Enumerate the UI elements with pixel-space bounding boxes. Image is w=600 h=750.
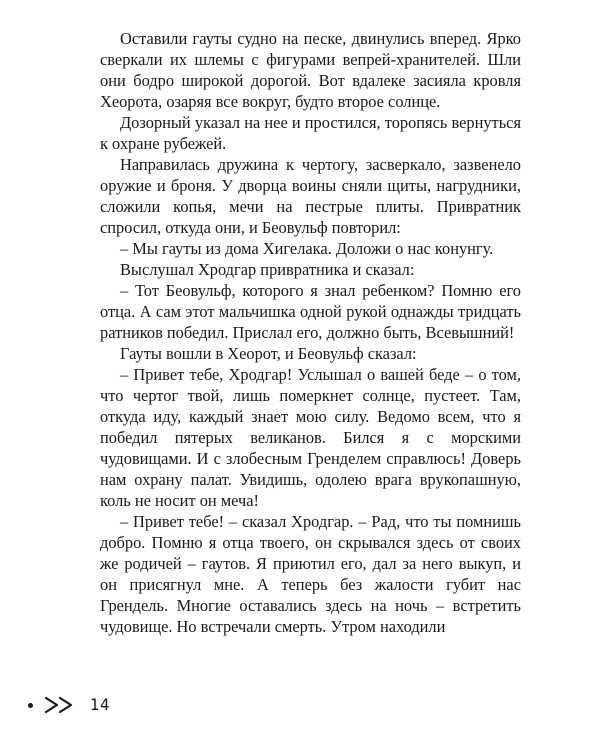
body-text [100,28,521,637]
page-footer [28,690,110,720]
paragraph: Дозорный указал на нее и простился, торопясь вернуться к охране рубежей. [100,113,521,153]
paragraph: – Тот Беовульф, которого я знал ребенком? Помню его отца. А сам этот мальчишка одной рукой однажды тридцать ратников победил. Прислал его, должно быть, Всевышний! [100,281,521,342]
paragraph: Направилась дружина к чертогу, засверкало, зазвенело оружие и броня. У дворца воины сняли щиты, нагрудники, сложили копья, мечи на пестрые плиты. Привратник спросил, откуда они, и Беовульф повторил: [100,155,521,237]
page-number: 14 [90,695,111,715]
paragraph: – Привет тебе! – сказал Хродгар. – Рад, что ты помнишь добро. Помню я отца твоего, он скрывался здесь от своих же родичей – гаутов. Я приютил его, дал за него выкуп, и он присягнул мне. А теперь без жалости губит нас Грендель. Многие оставались здесь на ночь – встретить чудовище. Но встречали смерть. Утром находили [100,512,521,636]
paragraph: Гауты вошли в Хеорот, и Беовульф сказал: [120,344,417,363]
paragraph: Оставили гауты судно на песке, двинулись вперед. Ярко сверкали их шлемы с фигурами вепрей-хранителей. Шли они бодро широкой дорогой. Вот вдалеке засияла кровля Хеорота, озаряя все вокруг, будто второе солнце. [100,29,521,111]
paragraph: – Мы гауты из дома Хигелака. Доложи о нас конунгу. [120,239,494,258]
paragraph: – Привет тебе, Хродгар! Услышал о вашей беде – о том, что чертог твой, лишь померкнет солнце, пустеет. Там, откуда иду, каждый знает мою силу. Ведомо всем, что я победил пятерых великанов. Бился я с морскими чудовищами. И с злобесным Гренделем справлюсь! Доверь нам охрану палат. Увидишь, одолею врага врукопашную, коль не носит он меча! [100,365,521,510]
double-chevron-right-icon [42,694,82,716]
paragraph: Выслушал Хродгар привратника и сказал: [120,260,415,279]
bullet-dot-icon [28,703,33,708]
